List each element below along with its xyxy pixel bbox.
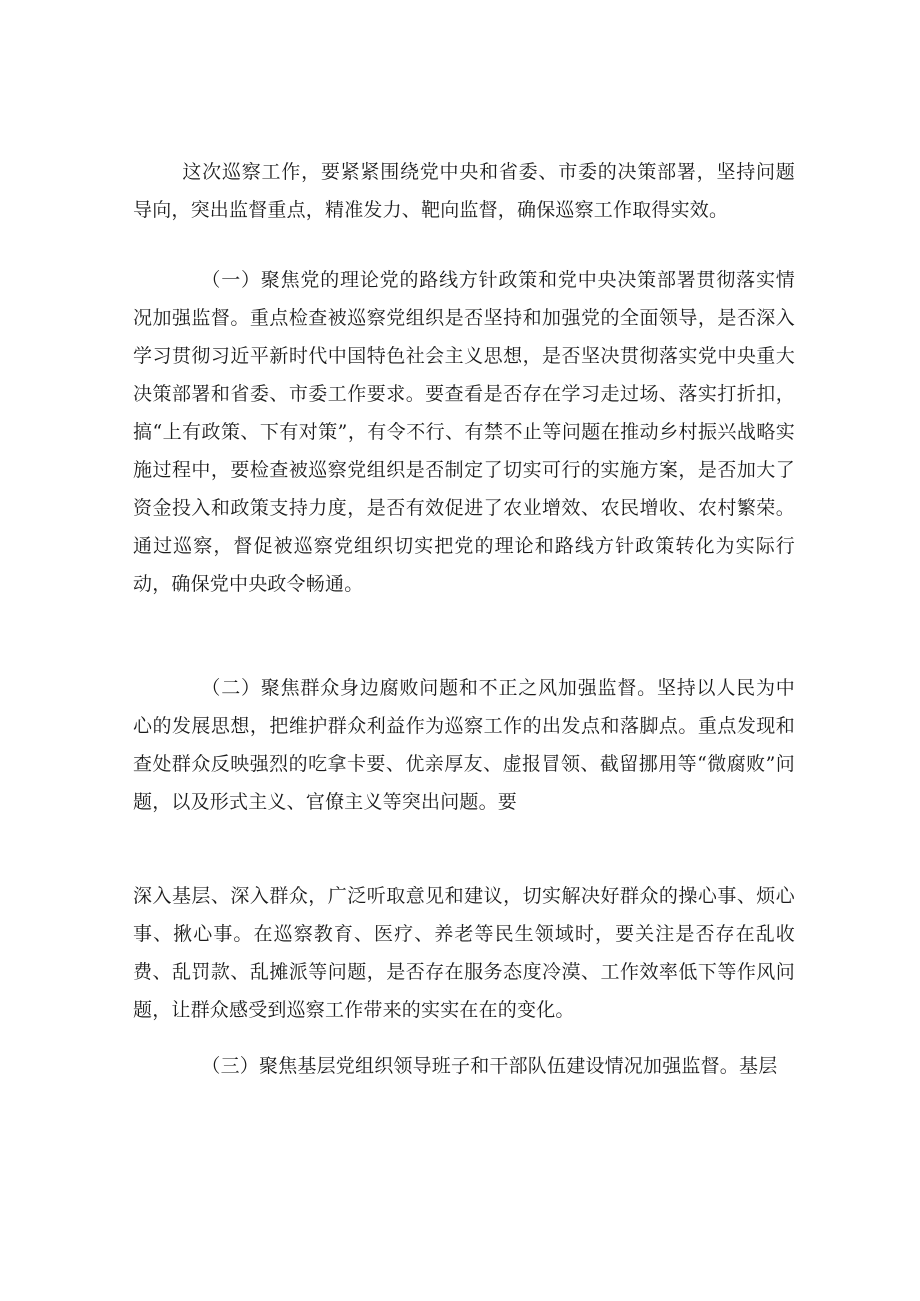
paragraph-section-one: （一）聚焦党的理论党的路线方针政策和党中央决策部署贯彻落实情况加强监督。重点检查被巡察党组织是否坚持和加强党的全面领导，是否深入学习贯彻习近平新时代中国特色社会主义思想，是否坚决贯彻落实党中央重大决策部署和省委、市委工作要求。要查看是否存在学习走过场、落实打折扣，搞“上有政策、下有对策”，有令不行、有禁不止等问题在推动乡村振兴战略实施过程中，要检查被巡察党组织是否制定了切实可行的实施方案，是否加大了资金投入和政策支持力度，是否有效促进了农业增效、农民增收、农村繁荣。通过巡察，督促被巡察党组织切实把党的理论和路线方针政策转化为实际行动，确保党中央政令畅通。 bbox=[133, 269, 795, 595]
paragraph-section-two-continued: 深入基层、深入群众，广泛听取意见和建议，切实解决好群众的操心事、烦心事、揪心事。在巡察教育、医疗、养老等民生领域时，要关注是否存在乱收费、乱罚款、乱摊派等问题，是否存在服务态度冷漠、工作效率低下等作风问题，让群众感受到巡察工作带来的实实在在的变化。 bbox=[133, 885, 795, 1021]
paragraph-intro: 这次巡察工作，要紧紧围绕党中央和省委、市委的决策部署，坚持问题导向，突出监督重点，精准发力、靶向监督，确保巡察工作取得实效。 bbox=[133, 161, 795, 221]
paragraph-section-two: （二）聚焦群众身边腐败问题和不正之风加强监督。坚持以人民为中心的发展思想，把维护群众利益作为巡察工作的出发点和落脚点。重点发现和查处群众反映强烈的吃拿卡要、优亲厚友、虚报冒领、截留挪用等“微腐败”问题，以及形式主义、官僚主义等突出问题。要 bbox=[133, 677, 795, 813]
paragraph-section-three: （三）聚焦基层党组织领导班子和干部队伍建设情况加强监督。基层 bbox=[201, 1055, 778, 1077]
